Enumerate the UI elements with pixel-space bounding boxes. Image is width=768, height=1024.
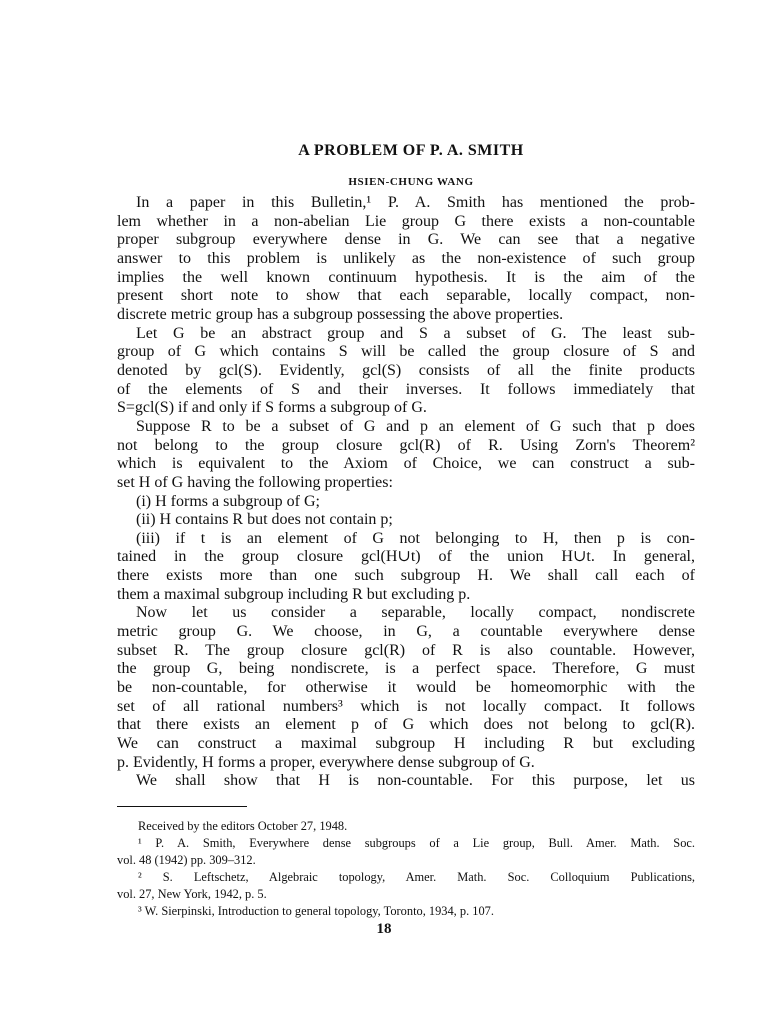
body-line: which is equivalent to the Axiom of Choice, we can construct a sub- — [117, 455, 695, 473]
body-line: Let G be an abstract group and S a subset of G. The least sub- — [136, 324, 695, 342]
body-line: of the elements of S and their inverses. It follows immediately that — [117, 380, 695, 398]
body-line: metric group G. We choose, in G, a countable everywhere dense — [117, 623, 695, 641]
footnote-line: ² S. Leftschetz, Algebraic topology, Amer. Math. Soc. Colloquium Publications, — [138, 870, 695, 885]
body-line: S=gcl(S) if and only if S forms a subgroup of G. — [117, 399, 427, 417]
paper-title: A PROBLEM OF P. A. SMITH — [298, 142, 524, 159]
body-line: be non-countable, for otherwise it would be homeomorphic with the — [117, 679, 695, 697]
footnote-line: vol. 27, New York, 1942, p. 5. — [117, 887, 267, 902]
footnote-line: vol. 48 (1942) pp. 309–312. — [117, 853, 256, 868]
page-number: 18 — [376, 921, 392, 937]
body-line: p. Evidently, H forms a proper, everywhere dense subgroup of G. — [117, 753, 535, 771]
body-line: set of all rational numbers³ which is not locally compact. It follows — [117, 697, 695, 715]
footnotes — [117, 818, 695, 921]
footnote-line: ¹ P. A. Smith, Everywhere dense subgroups of a Lie group, Bull. Amer. Math. Soc. — [138, 836, 695, 851]
author-name: HSIEN-CHUNG WANG — [348, 176, 474, 188]
body-line: the group G, being nondiscrete, is a perfect space. Therefore, G must — [117, 660, 695, 678]
body-line: implies the well known continuum hypothesis. It is the aim of the — [117, 268, 695, 286]
body-line: group of G which contains S will be called the group closure of S and — [117, 343, 695, 361]
body-line: present short note to show that each separable, locally compact, non- — [117, 287, 695, 305]
body-line: set H of G having the following properties: — [117, 473, 393, 491]
body-line: there exists more than one such subgroup H. We shall call each of — [117, 567, 695, 585]
body-text — [117, 194, 695, 791]
body-line: Now let us consider a separable, locally compact, nondiscrete — [136, 604, 695, 622]
body-line: answer to this problem is unlikely as the non-existence of such group — [117, 249, 695, 267]
body-line: tained in the group closure gcl(H∪t) of the union H∪t. In general, — [117, 548, 695, 566]
footnote-divider — [117, 806, 247, 807]
body-line: lem whether in a non-abelian Lie group G there exists a non-countable — [117, 212, 695, 230]
body-line: (ii) H contains R but does not contain p; — [136, 511, 393, 529]
body-line: (iii) if t is an element of G not belonging to H, then p is con- — [136, 529, 695, 547]
body-line: not belong to the group closure gcl(R) of R. Using Zorn's Theorem² — [117, 436, 695, 454]
body-line: denoted by gcl(S). Evidently, gcl(S) consists of all the finite products — [117, 361, 695, 379]
body-line: that there exists an element p of G which does not belong to gcl(R). — [117, 716, 695, 734]
body-line: Suppose R to be a subset of G and p an element of G such that p does — [136, 417, 695, 435]
body-line: In a paper in this Bulletin,¹ P. A. Smith has mentioned the prob- — [136, 194, 695, 211]
footnote-line: ³ W. Sierpinski, Introduction to general topology, Toronto, 1934, p. 107. — [138, 904, 494, 919]
body-line: subset R. The group closure gcl(R) of R is also countable. However, — [117, 641, 695, 659]
body-line: discrete metric group has a subgroup possessing the above properties. — [117, 305, 564, 323]
body-line: We can construct a maximal subgroup H including R but excluding — [117, 735, 695, 753]
body-line: (i) H forms a subgroup of G; — [136, 492, 320, 510]
footnote-line: Received by the editors October 27, 1948. — [138, 819, 348, 833]
body-line: proper subgroup everywhere dense in G. We can see that a negative — [117, 231, 695, 249]
body-line: them a maximal subgroup including R but excluding p. — [117, 585, 471, 603]
paper-page — [117, 142, 695, 791]
body-line: We shall show that H is non-countable. For this purpose, let us — [136, 772, 695, 790]
